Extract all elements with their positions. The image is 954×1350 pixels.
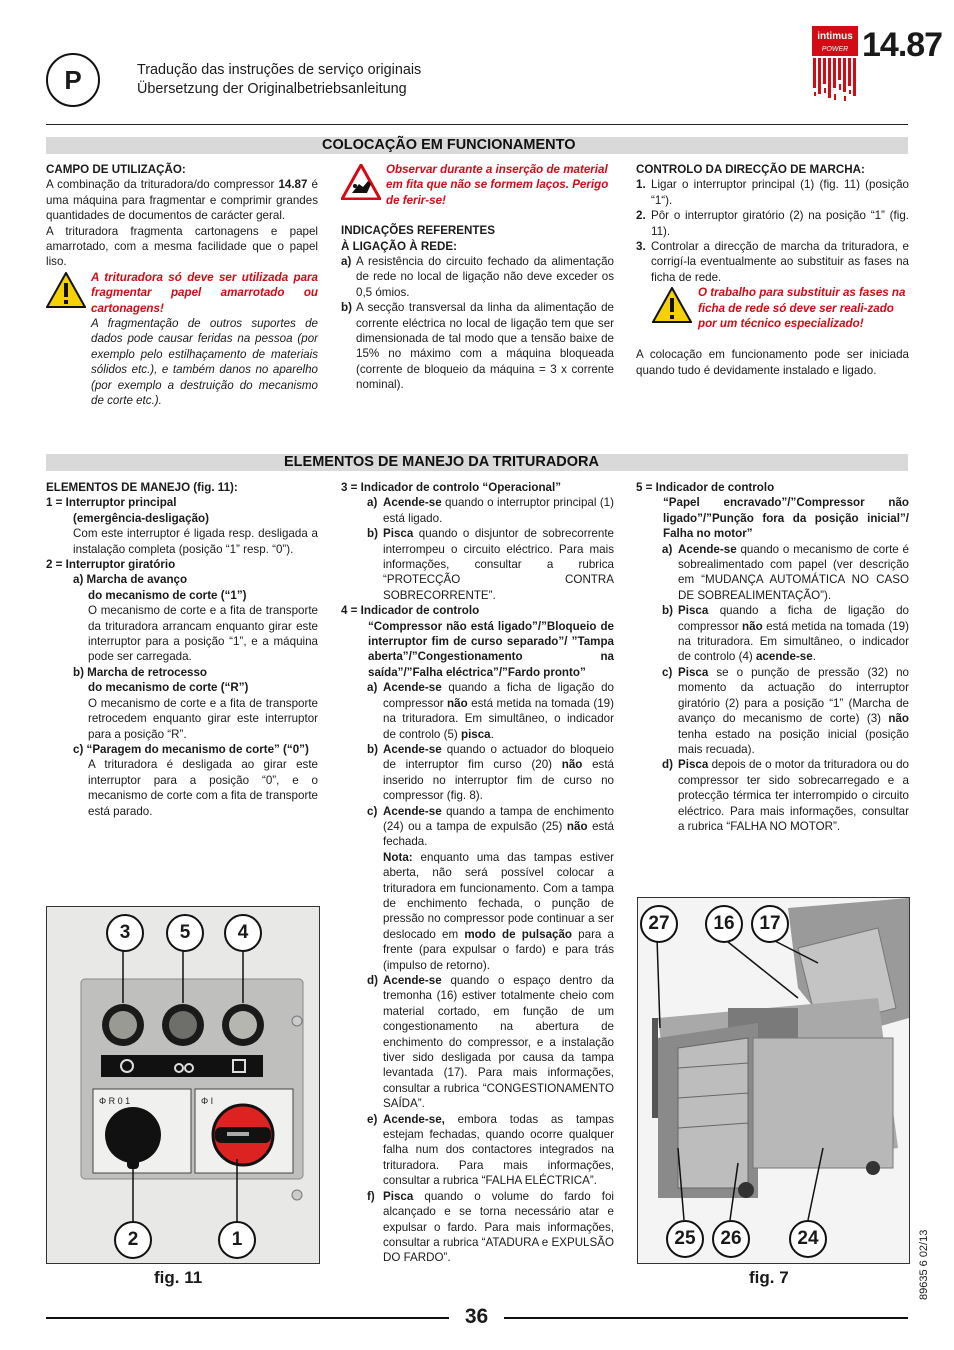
- item-title: 3 = Indicador de controlo “Operacional”: [341, 481, 562, 494]
- item-title: 1 = Interruptor principal: [46, 496, 177, 510]
- item-subtitle: do mecanismo de corte (“R”): [88, 681, 249, 695]
- item-subtitle: c) “Paragem do mecanismo de corte” (“0”): [73, 742, 309, 756]
- sub-item: a) Acende-se quando o interruptor principal (1) está ligado.: [367, 496, 614, 525]
- item-subtitle: do mecanismo de corte (“1”): [88, 588, 247, 602]
- warning-block: [636, 285, 909, 331]
- dial-right-marks: Φ I: [201, 1096, 214, 1106]
- warning-triangle-icon: [652, 287, 692, 323]
- language-badge: P: [46, 53, 100, 107]
- fig7-caption: fig. 7: [749, 1268, 789, 1287]
- item-text: Com este interruptor é ligada resp. desligada a instalação completa (posição “1” resp. “0”).: [73, 527, 318, 556]
- footer-rule-left: [46, 1317, 449, 1319]
- paragraph: A trituradora fragmenta cartonagens e papel amarrotado, com a mesma facilidade que o papel liso.: [46, 224, 318, 269]
- callout-2: 2: [114, 1221, 152, 1259]
- section2-col1: [46, 480, 318, 819]
- warning-text: O trabalho para substituir as fases na ficha de rede só deve ser reali-zado por um técnico especializado!: [698, 286, 906, 331]
- callout-26: 26: [712, 1220, 750, 1258]
- sub-item: a) Acende-se quando a ficha de ligação do compressor não está metida na tomada (19) na trituradora. Em simultâneo, o indicador de controlo (5) pisca.: [367, 681, 614, 741]
- sub-item: e) Acende-se, embora todas as tampas estejam fechadas, quando ocorre qualquer falha num dos contactores integrados na trituradora. Para mais informações, consultar a rubrica “FALHA ELÉCTRICA”.: [367, 1112, 614, 1188]
- paragraph: A combinação da trituradora/do compressor 14.87 é uma máquina para fragmentar e comprimir grandes quantidades de documentos de carácter geral.: [46, 178, 318, 223]
- warning-text: A trituradora só deve ser utilizada para fragmentar papel amarrotado ou cartonagens!: [91, 270, 318, 315]
- heading: ELEMENTOS DE MANEJO (fig. 11):: [46, 481, 238, 494]
- fig11-image: [46, 906, 320, 1264]
- heading: INDICAÇÕES REFERENTES: [341, 224, 495, 238]
- callout-27: 27: [640, 905, 678, 943]
- sub-item: a) Acende-se quando o mecanismo de corte é sobrealimentado com papel (ver descrição em “MUDANÇA AUTOMÁTICA NO CASO DE SOBREALIMENTAÇÃO”).: [662, 542, 909, 602]
- item-text: O mecanismo de corte e a fita de transporte retrocedem enquanto girar este interruptor para a posição “R”.: [88, 696, 318, 741]
- sub-item: d) Pisca depois de o motor da trituradora ou do compressor ter sido sobrecarregado e a protecção térmica ter interrompido o circuito eléctrico. Para mais informações, consultar a rubrica “FALHA NO MOTOR”.: [662, 758, 909, 833]
- header-rule: [46, 124, 908, 125]
- item-text: O mecanismo de corte e a fita de transporte da trituradora arrancam enquanto girar este interruptor para a posição “1”, e a máquina pode ser carregada.: [88, 604, 318, 664]
- section-title-bar: [46, 454, 908, 471]
- sub-item: b) Acende-se quando o actuador do bloqueio de interruptor fim curso (20) não está inserido no interruptor fim de curso no compressor (fig. 8).: [367, 742, 615, 803]
- fig11-caption: fig. 11: [154, 1268, 203, 1287]
- sub-item: c) Acende-se quando a tampa de enchimento (24) ou a tampa de expulsão (25) não está fechada. Nota: enquanto uma das tampas estiver aberta, não será possível colocar a trituradora em funcionamento. Com a tampa de enchimento fechada, o punção de pressão no compressor pode continuar a ser deslocado em modo de pulsação para a frente (para expulsar o fardo) e para trás (impulso de retorno).: [367, 804, 615, 972]
- section1-col2: [341, 162, 614, 393]
- footer-rule-right: [504, 1317, 908, 1319]
- sub-item: d) Acende-se quando o espaço dentro da tremonha (16) estiver totalmente cheio com material cortado, em função de um congestionamento na abertura de enchimento do compressor, e a instalação tiver sido desligada por causa da tampa levantada (17). Para mais informações, consultar a rubrica “CONGESTIONAMENTO SAÍDA”.: [367, 974, 614, 1111]
- closing-paragraph: A colocação em funcionamento pode ser iniciada quando tudo é devidamente instalado e ligado.: [636, 348, 909, 377]
- sub-item: b) Pisca quando a ficha de ligação do compressor não está metida na tomada (19) na trituradora. Em simultâneo, o indicador de controlo (4) acende-se.: [662, 604, 909, 664]
- callout-5: 5: [166, 914, 204, 952]
- section-title: COLOCAÇÃO EM FUNCIONAMENTO: [322, 137, 576, 153]
- heading: CAMPO DE UTILIZAÇÃO:: [46, 163, 186, 176]
- intimus-logo: [812, 26, 858, 106]
- list-item: 1. Ligar o interruptor principal (1) (fig. 11) (posição “1“).: [636, 178, 909, 207]
- header-line-de: Übersetzung der Originalbetriebsanleitung: [137, 81, 407, 97]
- item-subtitle: “Papel encravado”/”Compressor não ligado”/”Punção fora da posição inicial”/ Falha no motor”: [663, 496, 909, 541]
- header-subtitle: [137, 61, 421, 99]
- logo-sub-text: POWER: [821, 46, 849, 53]
- sub-item: c) Pisca se o punção de pressão (32) no momento da actuação do interruptor giratório (2) para a posição “1” (Marcha de avanço do mecanismo de corte) (3) não tenha estado na posição inicial (posição mais recuada).: [662, 665, 909, 756]
- item-text: A trituradora é desligada ao girar este interruptor para a posição “0”, e o mecanismo de corte com a fita de transporte está parado.: [88, 758, 318, 818]
- warning-block: [341, 162, 614, 208]
- logo-brand-text: intimus: [817, 31, 853, 42]
- warning-block: [46, 270, 318, 409]
- list-item: 2. Pôr o interruptor giratório (2) na posição “1” (fig. 11).: [636, 209, 909, 238]
- callout-25: 25: [666, 1220, 704, 1258]
- warning-triangle-icon: [46, 272, 86, 308]
- callout-3: 3: [106, 914, 144, 952]
- item-title: 2 = Interruptor giratório: [46, 558, 176, 572]
- document-code: 89635 6 02/13: [918, 1229, 930, 1300]
- item-title: 4 = Indicador de controlo: [341, 604, 480, 618]
- callout-4: 4: [224, 914, 262, 952]
- callout-24: 24: [789, 1220, 827, 1258]
- section1-col3: [636, 162, 909, 378]
- callout-16: 16: [705, 905, 743, 943]
- fig7-image: [637, 897, 910, 1264]
- section2-col3: [636, 480, 909, 834]
- dial-left-marks: Φ R 0 1: [99, 1096, 131, 1106]
- item-subtitle: b) Marcha de retrocesso: [73, 665, 208, 679]
- list-item: b) A secção transversal da linha da alimentação de corrente eléctrica no local de ligação tem que ser dimensionada de tal modo que a tensão baixe de 15% no máximo com a máquina bloqueada (corrente de bloqueio da máquina = 3 x corrente nominal).: [341, 301, 614, 392]
- section2-col2: [341, 480, 614, 1266]
- section1-col1: [46, 162, 318, 409]
- header-line-pt: Tradução das instruções de serviço originais: [137, 62, 422, 78]
- item-subtitle: a) Marcha de avanço: [73, 573, 188, 587]
- callout-1: 1: [218, 1221, 256, 1259]
- item-subtitle: “Compressor não está ligado”/”Bloqueio de interruptor fim de curso separado”/ ”Tampa aberta”/”Congestionamento na saída”/”Falha eléctrica”/”Fardo pronto”: [368, 619, 614, 679]
- sub-item: f) Pisca quando o volume do fardo foi alcançado e se torna necessário atar e expulsar o fardo. Para mais informações, consultar a rubrica “ATADURA e EXPULSÃO DO FARDO”.: [367, 1189, 614, 1265]
- list-item: 3. Controlar a direcção de marcha da trituradora, e corrigí-la eventualmente ao substituir as fases na ficha de rede.: [636, 240, 909, 284]
- sub-item: b) Pisca quando o disjuntor de sobrecorrente interrompeu o circuito eléctrico. Para mais informações, consultar a rubrica “PROTECÇÃO CONTRA SOBRECORRENTE”.: [367, 527, 614, 602]
- section-title: ELEMENTOS DE MANEJO DA TRITURADORA: [284, 454, 599, 470]
- heading: CONTROLO DA DIRECÇÃO DE MARCHA:: [636, 163, 865, 176]
- section-title-bar: [46, 137, 908, 154]
- heading: À LIGAÇÃO À REDE:: [341, 239, 457, 253]
- item-subtitle: (emergência-desligação): [73, 511, 209, 525]
- list-item: a) A resistência do circuito fechado da alimentação de rede no local de ligação não deve exceder os 0,5 ómios.: [341, 255, 614, 299]
- warning-text: Observar durante a inserção de material em fita que não se formem laços. Perigo de ferir-se!: [386, 163, 609, 207]
- warning-note: A fragmentação de outros suportes de dados pode causar feridas na pessoa (por exemplo pelo estilhaçamento de materiais sólidos etc.), e também danos no aparelho (por exemplo a destruição do mecanismo de corte etc.).: [91, 317, 318, 408]
- hand-injury-warning-icon: [341, 164, 381, 200]
- page-number: 36: [464, 1305, 489, 1328]
- item-title: 5 = Indicador de controlo: [636, 481, 775, 494]
- callout-17: 17: [751, 905, 789, 943]
- model-number: 14.87: [862, 26, 943, 64]
